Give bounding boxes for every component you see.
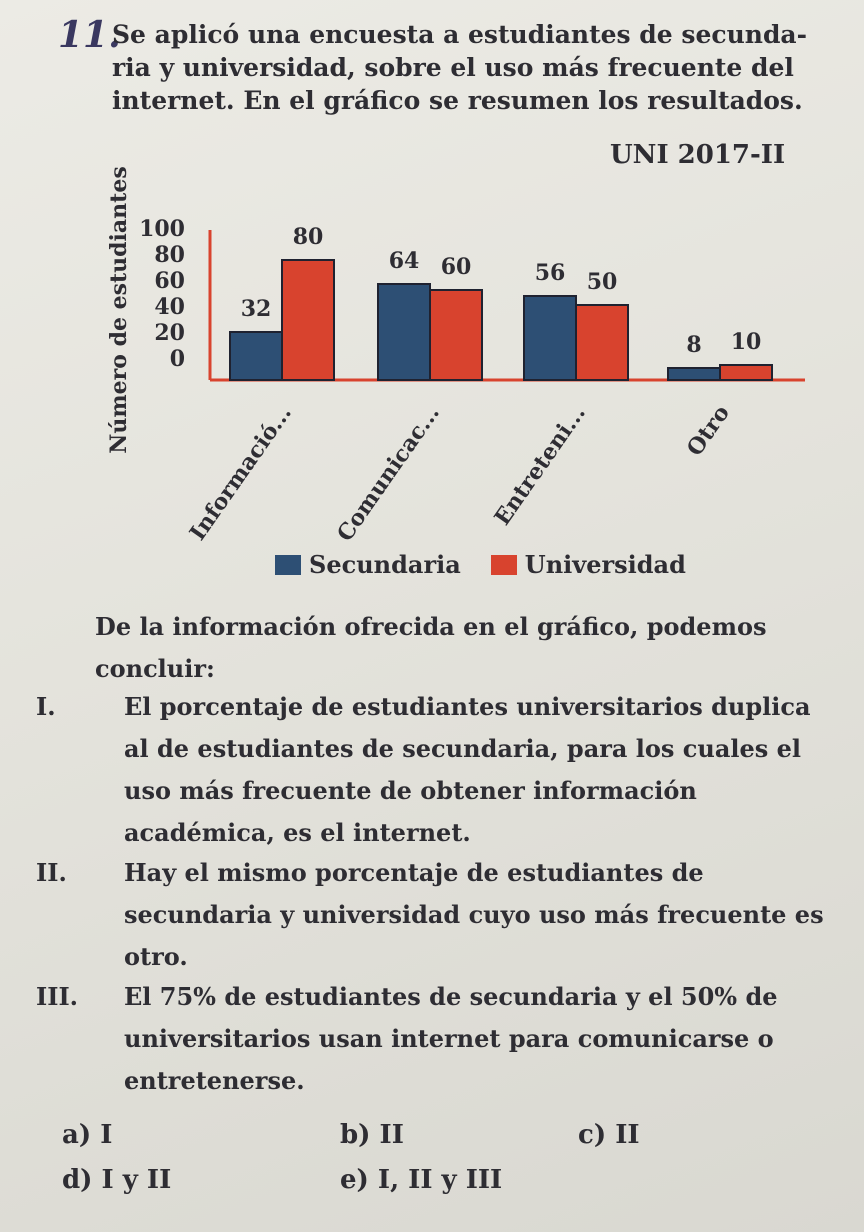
y-tick-label: 0	[169, 346, 185, 372]
data-label: 8	[686, 332, 702, 358]
statement-numeral: I.	[36, 692, 56, 721]
exam-source-tag: UNI 2017-II	[610, 140, 786, 170]
bar-universidad-0	[282, 260, 334, 380]
option-letter: a)	[62, 1120, 92, 1150]
legend-swatch-secundaria	[275, 555, 301, 575]
bar-secundaria-3	[668, 368, 720, 380]
statement-text: El porcentaje de estudiantes universitarios duplica al de estudiantes de secundaria, para los cuales el uso más frecuente de obtener información académica, es el internet.	[124, 692, 811, 847]
bar-universidad-2	[576, 305, 628, 380]
bar-chart	[0, 140, 864, 550]
statement-numeral: III.	[36, 982, 79, 1011]
y-tick-label: 20	[154, 320, 185, 346]
option-letter: d)	[62, 1165, 93, 1195]
question-stem: De la información ofrecida en el gráfico, podemos concluir:	[95, 612, 767, 683]
statement-text: El 75% de estudiantes de secundaria y el 50% de universitarios usan internet para comunicarse o entretenerse.	[124, 982, 778, 1095]
question-intro	[112, 18, 812, 117]
option-text: II	[615, 1120, 640, 1150]
y-tick-label: 60	[154, 268, 185, 294]
statement-text: Hay el mismo porcentaje de estudiantes de secundaria y universidad cuyo uso más frecuente es otro.	[124, 858, 824, 971]
legend-swatch-universidad	[491, 555, 517, 575]
bar-universidad-1	[430, 290, 482, 380]
category-label: Otro	[681, 400, 735, 461]
statement-numeral: II.	[36, 858, 67, 887]
bar-secundaria-1	[378, 284, 430, 380]
option-letter: b)	[340, 1120, 371, 1150]
option-e[interactable]	[340, 1165, 502, 1195]
option-text: II	[379, 1120, 404, 1150]
data-label: 56	[534, 260, 566, 286]
data-label: 10	[730, 329, 762, 355]
option-text: I	[100, 1120, 113, 1150]
y-tick-label: 100	[139, 216, 185, 242]
y-axis-title: Número de estudiantes	[106, 166, 132, 454]
bar-universidad-3	[720, 365, 772, 380]
option-a[interactable]	[62, 1120, 112, 1150]
chart-legend	[275, 550, 686, 579]
option-d[interactable]	[62, 1165, 171, 1195]
data-label: 64	[388, 248, 420, 274]
category-label: Comunicac...	[331, 400, 445, 547]
option-letter: e)	[340, 1165, 369, 1195]
statement-2	[36, 852, 830, 978]
category-label: Entreteni...	[489, 400, 591, 531]
option-text: I y II	[101, 1165, 172, 1195]
question-number: 11.	[58, 14, 121, 56]
option-b[interactable]	[340, 1120, 404, 1150]
intro-line: ria y universidad, sobre el uso más frecuente del	[112, 53, 794, 82]
data-label: 32	[240, 296, 272, 322]
data-label: 80	[292, 224, 324, 250]
option-c[interactable]	[578, 1120, 640, 1150]
y-tick-label: 80	[154, 242, 185, 268]
bar-secundaria-2	[524, 296, 576, 380]
option-text: I, II y III	[377, 1165, 503, 1195]
intro-line: internet. En el gráfico se resumen los resultados.	[112, 86, 803, 115]
y-tick-label: 40	[154, 294, 185, 320]
option-letter: c)	[578, 1120, 607, 1150]
data-label: 60	[440, 254, 472, 280]
statement-1	[36, 686, 830, 854]
legend-label-secundaria: Secundaria	[309, 550, 461, 579]
bar-secundaria-0	[230, 332, 282, 380]
category-label: Informació...	[184, 400, 297, 546]
statement-3	[36, 976, 830, 1102]
data-label: 50	[586, 269, 618, 295]
intro-line: Se aplicó una encuesta a estudiantes de secunda-	[112, 20, 807, 49]
legend-label-universidad: Universidad	[524, 550, 686, 579]
